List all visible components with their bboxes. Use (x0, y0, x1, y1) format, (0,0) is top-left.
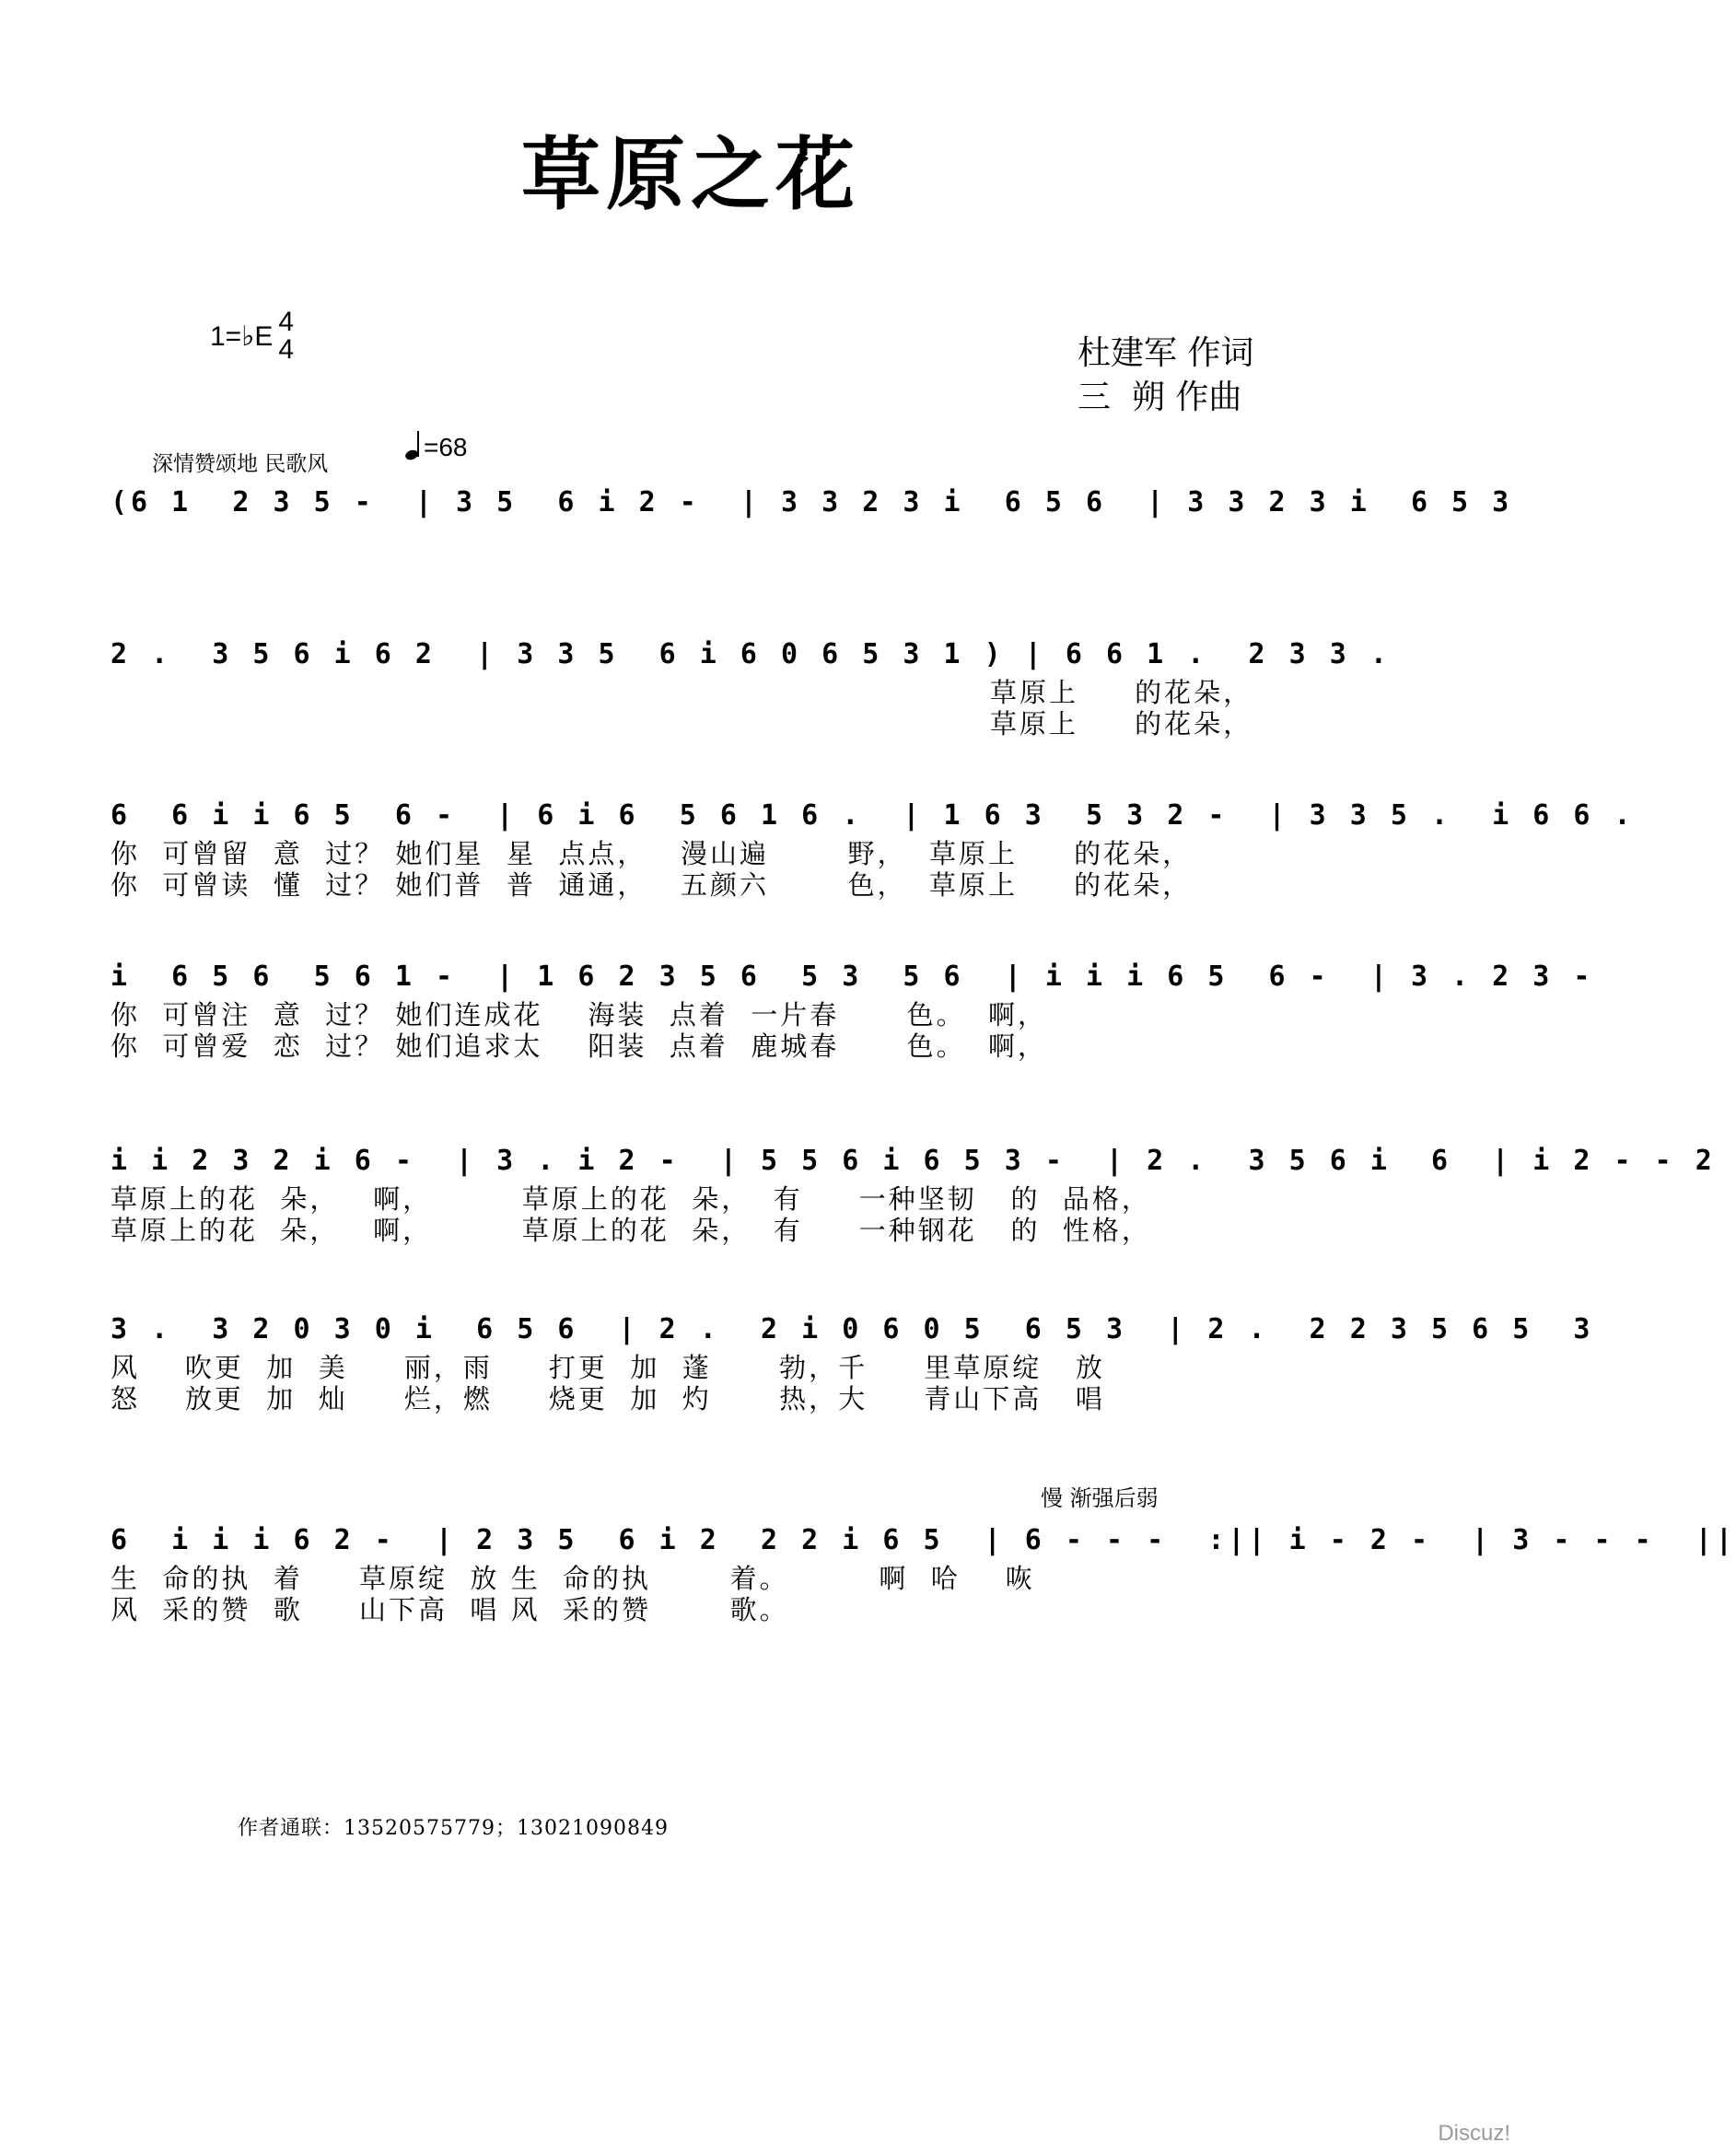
tempo-value: =68 (424, 433, 468, 461)
note-stem (417, 431, 419, 457)
notation-line: i i 2 3 2 i 6 - | 3 . i 2 - | 5 5 6 i 6 5 3 - | 2 . 3 5 6 i 6 | i 2 - - 2 (111, 1144, 1716, 1177)
lyric-verse-2: 你 可曾爱 恋 过？ 她们追求太 阳装 点着 鹿城春 色。 啊， (111, 1030, 1048, 1062)
score-line-5 (111, 1137, 1716, 1246)
credits (1078, 332, 1253, 420)
notation-line: 6 i i i 6 2 - | 2 3 5 6 i 2 2 2 i 6 5 | 6 - - - :|| i - 2 - | 3 - - - || (111, 1523, 1736, 1556)
tempo-marking (405, 433, 468, 462)
lyric-verse-1: 草原上的花 朵， 啊， 草原上的花 朵， 有 一种坚韧 的 品格， (111, 1183, 1151, 1215)
dynamic-marking: 慢 渐强后弱 (1041, 1485, 1159, 1511)
expression-marking: 深情赞颂地 民歌风 (152, 452, 329, 476)
score-line-4 (111, 953, 1594, 1062)
notation-line: 3 . 3 2 0 3 0 i 6 5 6 | 2 . 2 i 0 6 0 5 6 5 3 | 2 . 2 2 3 5 6 5 3 (111, 1312, 1594, 1345)
key-label: 1=♭E (210, 320, 274, 352)
time-signature (278, 309, 294, 364)
time-signature-top: 4 (278, 307, 295, 337)
notation-line: 2 . 3 5 6 i 6 2 | 3 3 5 6 i 6 0 6 5 3 1 ) | 6 6 1 . 2 3 3 . (111, 637, 1391, 670)
key-signature (210, 309, 294, 364)
score-line-7 (111, 1517, 1736, 1625)
lyric-verse-2: 你 可曾读 懂 过？ 她们普 普 通通， 五颜六 色， 草原上 的花朵， (111, 869, 1193, 901)
notation-line: 6 6 i i 6 5 6 - | 6 i 6 5 6 1 6 . | 1 6 3 5 3 2 - | 3 3 5 . i 6 6 . (111, 798, 1635, 832)
score-line-2 (111, 631, 1391, 739)
author-contact: 作者通联：13520575779；13021090849 (238, 1817, 669, 1840)
lyric-verse-1: 风 吹更 加 美 丽，雨 打更 加 蓬 勃，千 里草原绽 放 (111, 1352, 1105, 1383)
lyric-verse-1: 草原上 的花朵， (990, 677, 1253, 708)
lyric-verse-2: 草原上 的花朵， (990, 708, 1253, 739)
lyric-verse-2: 怒 放更 加 灿 烂，燃 烧更 加 灼 热，大 青山下高 唱 (111, 1383, 1105, 1415)
lyricist-credit: 杜建军 作词 (1078, 334, 1254, 372)
lyric-verse-2: 草原上的花 朵， 啊， 草原上的花 朵， 有 一种钢花 的 性格， (111, 1215, 1151, 1246)
notation-line: (6 1 2 3 5 - | 3 5 6 i 2 - | 3 3 2 3 i 6 5 6 | 3 3 2 3 i 6 5 3 (111, 485, 1513, 518)
watermark: Discuz! (1438, 2121, 1510, 2146)
page-title: 草原之花 (521, 129, 860, 221)
composer-credit: 三 朔 作曲 (1078, 378, 1242, 416)
score-line-6 (111, 1306, 1594, 1415)
lyric-verse-1: 你 可曾留 意 过？ 她们星 星 点点， 漫山遍 野， 草原上 的花朵， (111, 838, 1193, 869)
notation-line: i 6 5 6 5 6 1 - | 1 6 2 3 5 6 5 3 5 6 | i i i 6 5 6 - | 3 . 2 3 - (111, 960, 1594, 993)
lyric-verse-1: 生 命的执 着 草原绽 放 生 命的执 着。 啊 哈 咴 (111, 1563, 1035, 1594)
time-signature-bottom: 4 (278, 334, 295, 365)
lyric-verse-1: 你 可曾注 意 过？ 她们连成花 海装 点着 一片春 色。 啊， (111, 999, 1048, 1030)
score-line-3 (111, 792, 1635, 901)
lyric-verse-2: 风 采的赞 歌 山下高 唱 风 采的赞 歌。 (111, 1594, 789, 1625)
score-line-1 (111, 479, 1513, 525)
